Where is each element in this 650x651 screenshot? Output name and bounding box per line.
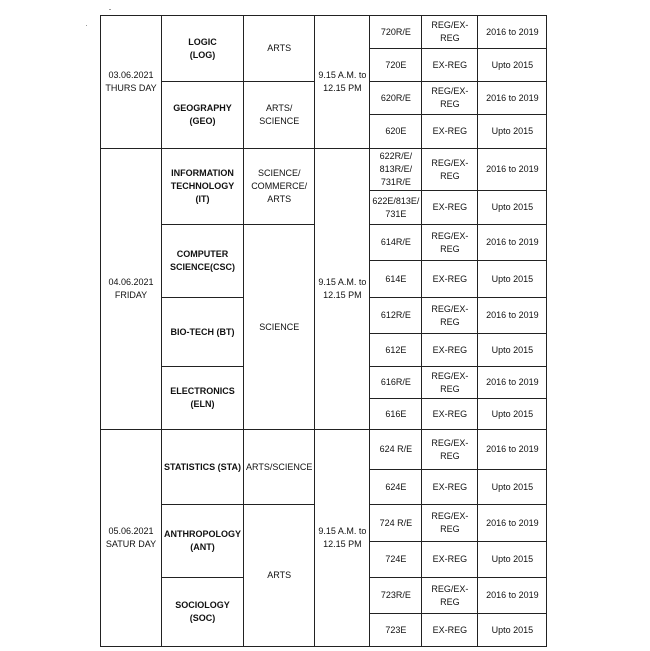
- exam-schedule-table: [100, 15, 547, 647]
- time-end: 12.15 PM: [323, 290, 362, 300]
- time-start: 9.15 A.M. to: [318, 70, 367, 80]
- paper-code: 720E: [370, 49, 422, 82]
- paper-code: 723R/E: [370, 578, 422, 614]
- paper-code: 612E: [370, 334, 422, 367]
- candidate-type: EX-REG: [422, 470, 478, 505]
- subject-name: INFORMATION: [171, 168, 234, 178]
- candidate-type: REG/EX-REG: [422, 367, 478, 399]
- batch-years: 2016 to 2019: [478, 225, 547, 261]
- subject-code: (SOC): [189, 613, 216, 623]
- candidate-type: EX-REG: [422, 334, 478, 367]
- paper-code: 720R/E: [370, 16, 422, 49]
- stream-label: ARTS: [267, 43, 292, 53]
- time-start: 9.15 A.M. to: [318, 277, 367, 287]
- subject-cell: [162, 430, 244, 505]
- batch-years: 2016 to 2019: [478, 578, 547, 614]
- candidate-type: REG/EX-REG: [422, 578, 478, 614]
- batch-years: 2016 to 2019: [478, 149, 547, 191]
- time-end: 12.15 PM: [323, 539, 362, 549]
- paper-code-line: 813R/E/: [379, 164, 413, 174]
- exam-date-cell: [101, 149, 162, 430]
- subject-name: COMPUTER: [176, 249, 229, 259]
- batch-years: Upto 2015: [478, 399, 547, 430]
- paper-code: 616R/E: [370, 367, 422, 399]
- table-row: [101, 16, 547, 49]
- batch-years: Upto 2015: [478, 334, 547, 367]
- exam-date: 04.06.2021: [108, 277, 154, 287]
- subject-name: ANTHROPOLOGY: [164, 529, 242, 539]
- paper-code: 624E: [370, 470, 422, 505]
- exam-date-cell: [101, 16, 162, 149]
- paper-code: 620R/E: [370, 82, 422, 115]
- batch-years: 2016 to 2019: [478, 16, 547, 49]
- scan-speck: [86, 25, 87, 26]
- subject-cell: [162, 16, 244, 82]
- subject-code: (ANT): [190, 542, 215, 552]
- subject-cell: [162, 225, 244, 298]
- paper-code-line: 622R/E/: [379, 151, 413, 161]
- exam-date-cell: [101, 430, 162, 647]
- candidate-type: EX-REG: [422, 399, 478, 430]
- subject-cell: [162, 367, 244, 430]
- exam-weekday: THURS DAY: [105, 83, 157, 93]
- subject-name: LOGIC: [188, 36, 217, 47]
- stream-label: SCIENCE/: [257, 168, 301, 178]
- stream-label: ARTS: [267, 194, 292, 204]
- candidate-type: REG/EX-REG: [422, 298, 478, 334]
- paper-code: 724 R/E: [370, 505, 422, 542]
- batch-years: Upto 2015: [478, 542, 547, 578]
- candidate-type: EX-REG: [422, 49, 478, 82]
- batch-years: 2016 to 2019: [478, 298, 547, 334]
- subject-code: (ELN): [190, 399, 215, 409]
- subject-cell: [162, 298, 244, 367]
- subject-cell: [162, 149, 244, 225]
- table-row: [101, 149, 547, 191]
- paper-code: [370, 149, 422, 191]
- subject-name: BIO-TECH (BT): [170, 326, 235, 337]
- paper-code: 616E: [370, 399, 422, 430]
- subject-code: (GEO): [189, 116, 216, 126]
- candidate-type: REG/EX-REG: [422, 149, 478, 191]
- subject-cell: [162, 82, 244, 149]
- stream-cell: SCIENCE: [244, 225, 315, 430]
- paper-code: 614E: [370, 261, 422, 298]
- subject-code: (LOG): [189, 49, 216, 60]
- exam-date: 03.06.2021: [108, 70, 154, 80]
- time-cell: [315, 430, 370, 647]
- exam-weekday: FRIDAY: [114, 290, 148, 300]
- paper-code: [370, 191, 422, 225]
- paper-code: 612R/E: [370, 298, 422, 334]
- stream-cell: ARTS: [244, 505, 315, 647]
- subject-name: GEOGRAPHY: [173, 103, 232, 113]
- exam-date: 05.06.2021: [108, 526, 154, 536]
- candidate-type: REG/EX-REG: [422, 505, 478, 542]
- batch-years: Upto 2015: [478, 470, 547, 505]
- stream-cell: [244, 82, 315, 149]
- paper-code-line: 731E: [385, 208, 407, 219]
- time-start: 9.15 A.M. to: [318, 526, 367, 536]
- subject-name: TECHNOLOGY: [170, 181, 235, 191]
- candidate-type: EX-REG: [422, 542, 478, 578]
- subject-name: SOCIOLOGY: [175, 600, 230, 610]
- subject-cell: [162, 505, 244, 578]
- stream-label: COMMERCE/: [251, 181, 308, 191]
- stream-cell: [244, 16, 315, 82]
- paper-code: 620E: [370, 115, 422, 149]
- time-cell: [315, 16, 370, 149]
- batch-years: Upto 2015: [478, 115, 547, 149]
- subject-code: (IT): [195, 194, 210, 204]
- stream-label: ARTS/SCIENCE: [246, 461, 313, 472]
- time-cell: [315, 149, 370, 430]
- candidate-type: EX-REG: [422, 261, 478, 298]
- stream-cell: [244, 149, 315, 225]
- candidate-type: REG/EX-REG: [422, 430, 478, 470]
- batch-years: Upto 2015: [478, 261, 547, 298]
- table-row: [101, 430, 547, 470]
- exam-weekday: SATUR DAY: [105, 539, 157, 549]
- subject-name: SCIENCE(CSC): [170, 262, 236, 272]
- candidate-type: REG/EX-REG: [422, 82, 478, 115]
- paper-code: 724E: [370, 542, 422, 578]
- stream-cell: [244, 430, 315, 505]
- candidate-type: EX-REG: [422, 191, 478, 225]
- batch-years: Upto 2015: [478, 614, 547, 647]
- batch-years: 2016 to 2019: [478, 367, 547, 399]
- batch-years: Upto 2015: [478, 191, 547, 225]
- candidate-type: REG/EX-REG: [422, 225, 478, 261]
- paper-code: 723E: [370, 614, 422, 647]
- paper-code: 624 R/E: [370, 430, 422, 470]
- subject-name: STATISTICS (STA): [164, 461, 241, 472]
- batch-years: 2016 to 2019: [478, 82, 547, 115]
- candidate-type: EX-REG: [422, 614, 478, 647]
- candidate-type: REG/EX-REG: [422, 16, 478, 49]
- time-end: 12.15 PM: [323, 83, 362, 93]
- batch-years: 2016 to 2019: [478, 430, 547, 470]
- scan-speck: [109, 9, 111, 10]
- subject-name: ELECTRONICS: [170, 386, 235, 396]
- stream-label: ARTS/ SCIENCE: [259, 103, 300, 126]
- paper-code: 614R/E: [370, 225, 422, 261]
- subject-cell: [162, 578, 244, 647]
- candidate-type: EX-REG: [422, 115, 478, 149]
- paper-code-line: 731R/E: [380, 177, 411, 187]
- paper-code-line: 622E/813E/: [372, 195, 420, 206]
- batch-years: Upto 2015: [478, 49, 547, 82]
- batch-years: 2016 to 2019: [478, 505, 547, 542]
